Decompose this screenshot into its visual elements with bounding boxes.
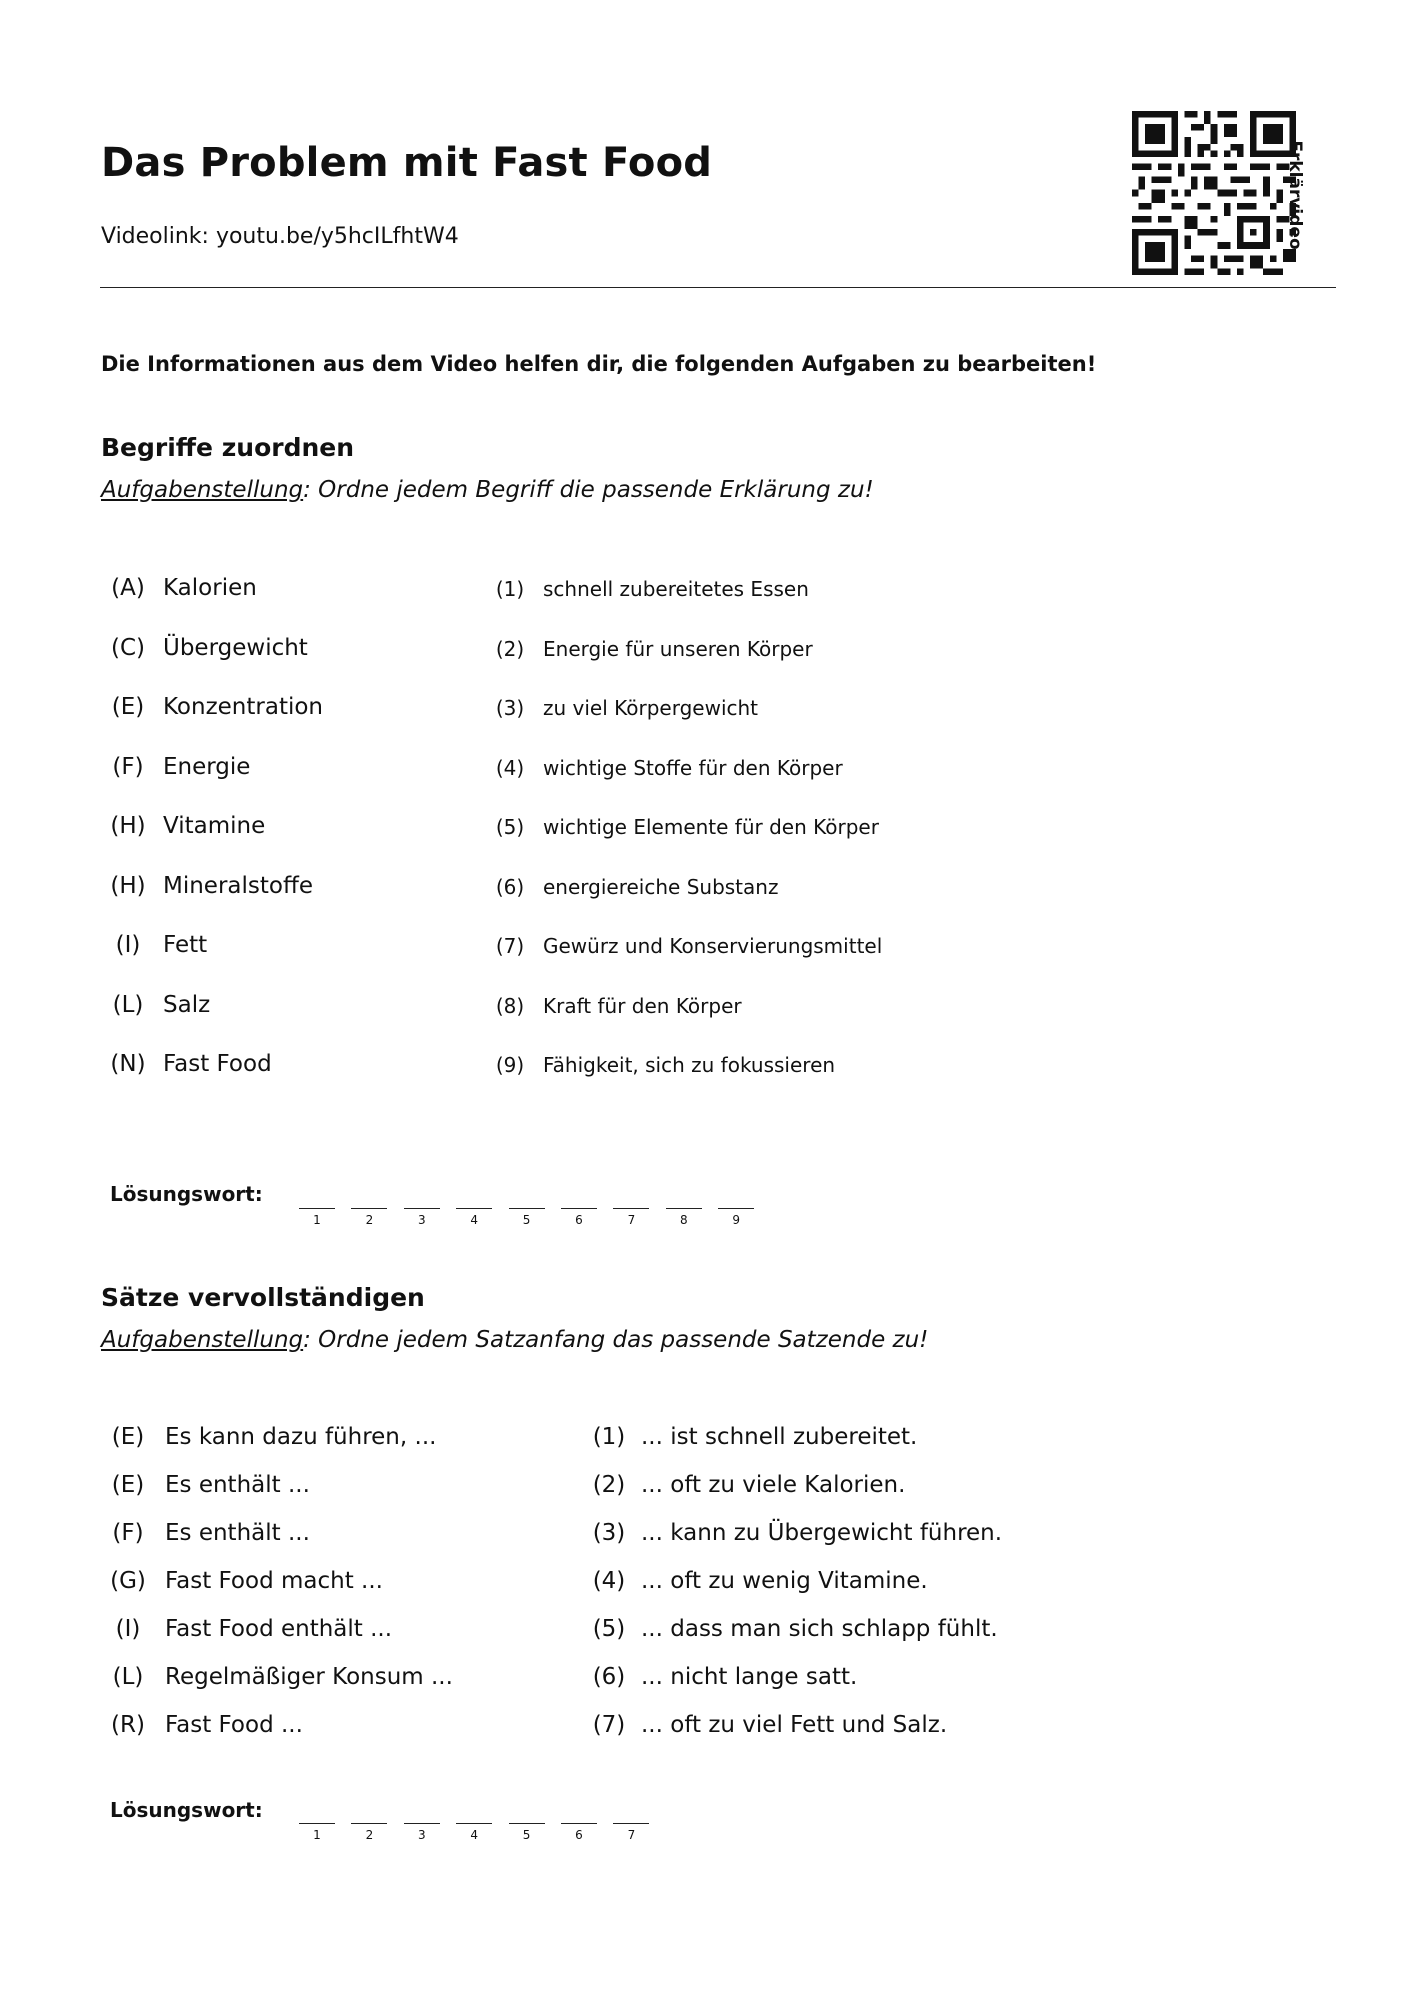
solution-blank[interactable] xyxy=(404,1208,440,1209)
term-text: Übergewicht xyxy=(163,634,308,661)
sentence-end-number: (4) xyxy=(592,1568,626,1594)
term-text: Fast Food xyxy=(163,1051,272,1077)
solution-blank[interactable] xyxy=(351,1208,387,1209)
solution-blank[interactable] xyxy=(351,1823,387,1824)
solution-blank[interactable] xyxy=(456,1208,492,1209)
solution-blank[interactable] xyxy=(561,1823,597,1824)
term-text: Vitamine xyxy=(163,813,266,839)
solution-blank[interactable] xyxy=(509,1208,545,1209)
solution-blank-number: 7 xyxy=(627,1213,636,1227)
solution-blank[interactable] xyxy=(718,1208,754,1209)
sentence-end-number: (3) xyxy=(592,1520,626,1546)
definition-text: Kraft für den Körper xyxy=(543,993,742,1018)
definition-number: (5) xyxy=(495,815,525,839)
definition-number: (8) xyxy=(495,993,525,1018)
term-letter: (N) xyxy=(110,1051,146,1077)
term-letter: (C) xyxy=(110,634,145,661)
sentence-start-letter: (L) xyxy=(112,1664,144,1690)
solution-blank-number: 1 xyxy=(313,1828,321,1842)
solution-blank-number: 5 xyxy=(522,1828,531,1842)
sentence-end-text: ... oft zu viele Kalorien. xyxy=(641,1472,906,1498)
sentence-start-letter: (E) xyxy=(111,1424,145,1450)
solution-blank-number: 1 xyxy=(313,1213,321,1227)
solution-blank[interactable] xyxy=(613,1823,649,1824)
video-link[interactable]: Videolink: youtu.be/y5hcILfhtW4 xyxy=(101,224,459,249)
term-letter: (F) xyxy=(112,753,144,780)
definition-number: (3) xyxy=(495,696,525,720)
definition-number: (7) xyxy=(495,934,525,958)
sentence-end-number: (7) xyxy=(592,1712,626,1738)
solution-blank-number: 3 xyxy=(417,1213,426,1227)
page-title: Das Problem mit Fast Food xyxy=(101,140,713,186)
solution-blank-number: 9 xyxy=(732,1213,740,1227)
sentence-start-text: Fast Food enthält ... xyxy=(165,1616,393,1642)
task-label: Aufgabenstellung xyxy=(101,1327,304,1353)
term-text: Mineralstoffe xyxy=(163,872,313,899)
term-text: Energie xyxy=(163,753,251,780)
solution-blank[interactable] xyxy=(299,1823,335,1824)
definition-text: zu viel Körpergewicht xyxy=(543,696,759,720)
term-letter: (L) xyxy=(112,991,144,1018)
definition-number: (6) xyxy=(495,874,525,899)
definition-text: energiereiche Substanz xyxy=(543,874,779,899)
solution-blank-number: 4 xyxy=(470,1828,478,1842)
term-text: Salz xyxy=(163,991,211,1018)
task-text: : Ordne jedem Satzanfang das passende Satzende zu! xyxy=(303,1327,929,1353)
solution-blank-number: 3 xyxy=(417,1828,426,1842)
section1-heading: Begriffe zuordnen xyxy=(101,433,355,462)
sentence-end-number: (5) xyxy=(592,1616,626,1642)
solution-blank[interactable] xyxy=(509,1823,545,1824)
sentence-start-text: Fast Food ... xyxy=(165,1712,303,1738)
term-text: Fett xyxy=(163,932,208,958)
definition-text: Fähigkeit, sich zu fokussieren xyxy=(543,1053,836,1077)
sentence-end-text: ... oft zu viel Fett und Salz. xyxy=(641,1712,948,1738)
section1-task xyxy=(101,477,874,503)
term-text: Konzentration xyxy=(163,694,324,720)
solution-blank-number: 5 xyxy=(522,1213,531,1227)
solution-blank[interactable] xyxy=(613,1208,649,1209)
solution-blank[interactable] xyxy=(299,1208,335,1209)
term-letter: (H) xyxy=(110,813,146,839)
intro-text: Die Informationen aus dem Video helfen dir, die folgenden Aufgaben zu bearbeiten! xyxy=(101,352,1097,376)
sentence-end-text: ... kann zu Übergewicht führen. xyxy=(641,1520,1003,1546)
solution-blank-number: 6 xyxy=(575,1828,583,1842)
sentence-start-letter: (F) xyxy=(112,1520,144,1546)
task-text: : Ordne jedem Begriff die passende Erklärung zu! xyxy=(303,477,874,503)
definition-text: wichtige Elemente für den Körper xyxy=(543,815,879,839)
sentence-end-number: (6) xyxy=(592,1664,626,1690)
term-letter: (H) xyxy=(110,872,146,899)
definition-text: schnell zubereitetes Essen xyxy=(543,577,809,601)
sentence-end-text: ... oft zu wenig Vitamine. xyxy=(641,1568,928,1594)
sentence-end-number: (2) xyxy=(592,1472,626,1498)
sentence-start-text: Es kann dazu führen, ... xyxy=(165,1424,437,1450)
sentence-start-letter: (I) xyxy=(115,1616,141,1642)
solution-label-2: Lösungswort: xyxy=(110,1798,263,1822)
qr-caption: Erklärvideo xyxy=(1285,140,1305,250)
term-letter: (I) xyxy=(115,932,141,958)
header-divider xyxy=(100,287,1336,288)
definition-number: (2) xyxy=(495,636,525,661)
section2-heading: Sätze vervollständigen xyxy=(101,1283,425,1312)
sentence-start-text: Es enthält ... xyxy=(165,1472,310,1498)
sentence-end-text: ... ist schnell zubereitet. xyxy=(641,1424,918,1450)
solution-blank[interactable] xyxy=(561,1208,597,1209)
solution-label-1: Lösungswort: xyxy=(110,1182,263,1206)
definition-number: (1) xyxy=(495,577,525,601)
definition-text: Gewürz und Konservierungsmittel xyxy=(543,934,883,958)
sentence-start-text: Regelmäßiger Konsum ... xyxy=(165,1664,453,1690)
sentence-start-text: Fast Food macht ... xyxy=(165,1568,383,1594)
term-letter: (E) xyxy=(111,694,145,720)
sentence-start-letter: (R) xyxy=(111,1712,145,1738)
definition-text: wichtige Stoffe für den Körper xyxy=(543,755,843,780)
definition-number: (4) xyxy=(495,755,525,780)
section2-task xyxy=(101,1327,928,1353)
sentence-start-text: Es enthält ... xyxy=(165,1520,310,1546)
solution-blank-number: 4 xyxy=(470,1213,478,1227)
sentence-start-letter: (E) xyxy=(111,1472,145,1498)
solution-blank-number: 8 xyxy=(679,1213,688,1227)
solution-blank[interactable] xyxy=(404,1823,440,1824)
solution-blank-number: 6 xyxy=(575,1213,583,1227)
term-text: Kalorien xyxy=(163,575,257,601)
task-label: Aufgabenstellung xyxy=(101,477,304,503)
qr-code-icon[interactable] xyxy=(1132,111,1296,275)
sentence-end-text: ... nicht lange satt. xyxy=(641,1664,858,1690)
term-letter: (A) xyxy=(111,575,145,601)
solution-blank-number: 2 xyxy=(365,1213,374,1227)
sentence-end-number: (1) xyxy=(592,1424,626,1450)
solution-blank[interactable] xyxy=(666,1208,702,1209)
solution-blank[interactable] xyxy=(456,1823,492,1824)
definition-text: Energie für unseren Körper xyxy=(543,636,813,661)
solution-blank-number: 7 xyxy=(627,1828,636,1842)
sentence-start-letter: (G) xyxy=(110,1568,146,1594)
definition-number: (9) xyxy=(495,1053,525,1077)
solution-blank-number: 2 xyxy=(365,1828,374,1842)
sentence-end-text: ... dass man sich schlapp fühlt. xyxy=(641,1616,998,1642)
